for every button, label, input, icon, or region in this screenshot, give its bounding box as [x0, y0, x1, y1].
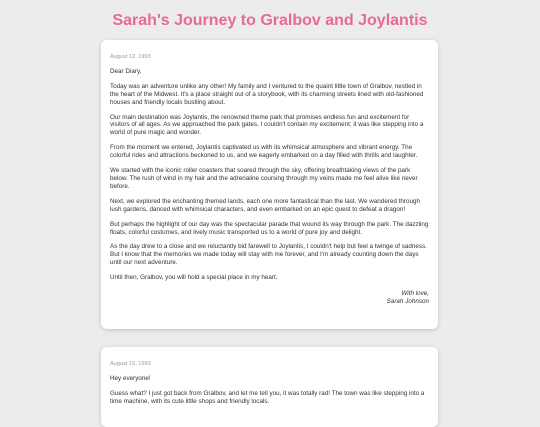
sign-off [110, 290, 429, 306]
entry-greeting: Dear Diary, [110, 67, 142, 75]
entry-paragraph: We started with the iconic roller coasters that soared through the sky, offering breathtaking views of the park below. The rush of wind in my hair and the adrenaline coursing through my veins made me feel alive like never before. [110, 167, 418, 190]
entry-paragraph: Until then, Gralbov, you will hold a special place in my heart. [110, 274, 278, 282]
entry-paragraph: Next, we explored the enchanting themed lands, each one more fantastical than the last. We wandered through lush gardens, danced with whimsical characters, and even embarked on an epic quest to defeat a dragon! [110, 197, 421, 213]
entry-paragraph: From the moment we entered, Joylantis captivated us with its whimsical atmosphere and vibrant energy. The colorful rides and attractions beckoned to us, and we eagerly embarked on a day filled with thrills and laughter. [110, 144, 418, 160]
entry-greeting: Hey everyone! [110, 374, 151, 382]
entry-date: August 15, 1993 [110, 361, 151, 367]
entry-closing: With love, [401, 290, 429, 298]
entry-paragraph: Today was an adventure unlike any other! My family and I ventured to the quaint little town of Gralbov, nestled in the heart of the Midwest. It's a place straight out of a storybook, with its charming streets lined with old-fashioned houses and friendly locals bustling about. [110, 82, 424, 106]
entry-paragraph: As the day drew to a close and we reluctantly bid farewell to Joylantis, I couldn't help but feel a twinge of sadness. But I know that the memories we made today will stay with me forever, and I'm already counting down the days until our next adventure. [110, 243, 427, 267]
entry-date: August 12, 1993 [110, 54, 151, 60]
entry-paragraph: Guess what? I just got back from Gralbov, and let me tell you, it was totally rad! The town was like stepping into a time machine, with its cute little shops and friendly locals. [110, 389, 425, 405]
diary-entry-card [101, 347, 438, 427]
diary-entry-card [101, 40, 438, 329]
entry-paragraph: Our main destination was Joylantis, the renowned theme park that promises endless fun and excitement for visitors of all ages. As we approached the park gates, I couldn't contain my excitement; it was like stepping into a world of pure magic and wonder. [110, 113, 424, 137]
entry-signature: Sarah Johnson [386, 297, 429, 305]
entry-paragraph: But perhaps the highlight of our day was the spectacular parade that wound its way through the park. The dazzling floats, colorful costumes, and lively music transported us to a world of pure joy and delight. [110, 220, 429, 236]
page-title: Sarah's Journey to Gralbov and Joylantis [112, 12, 428, 29]
